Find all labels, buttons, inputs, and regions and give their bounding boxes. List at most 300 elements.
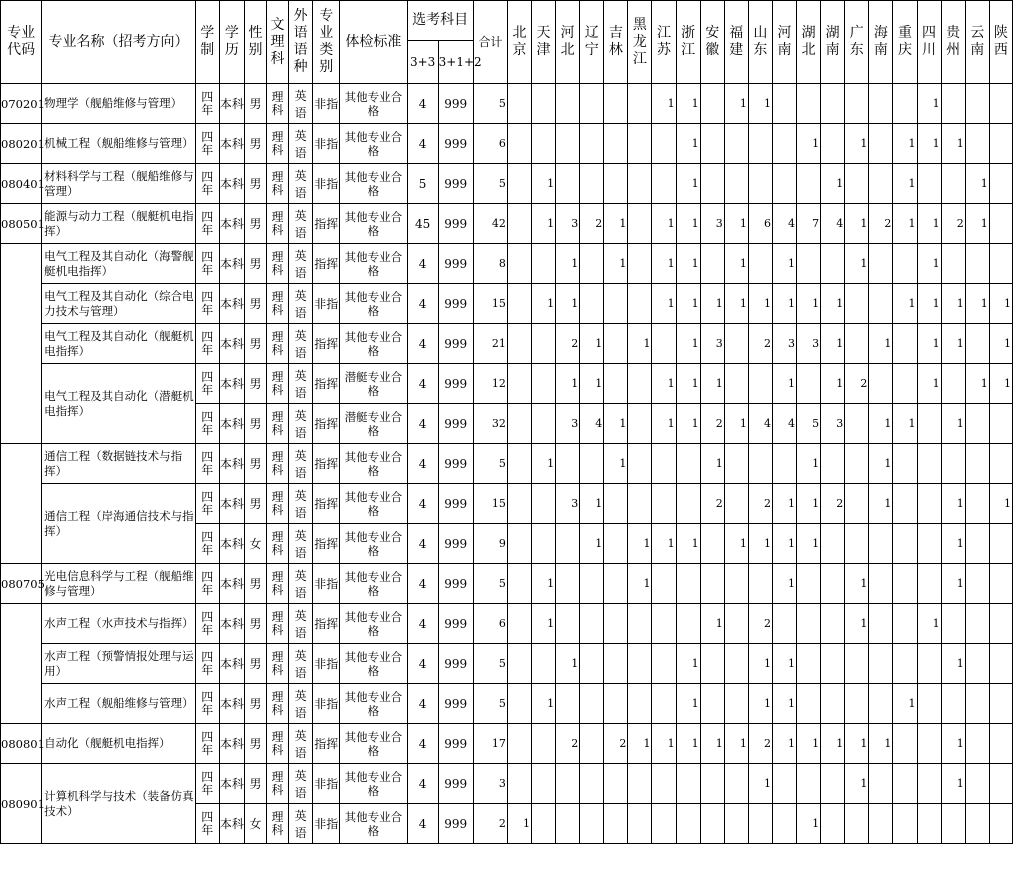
province-quota-cell: 1 (893, 684, 917, 724)
duration-cell: 四年 (195, 244, 219, 284)
sel-a-cell: 4 (407, 604, 438, 644)
province-quota-cell (989, 604, 1012, 644)
header-province: 黑龙江 (628, 1, 652, 84)
track-cell: 理科 (267, 404, 289, 444)
duration-cell: 四年 (195, 604, 219, 644)
province-quota-cell (821, 604, 845, 644)
duration-cell: 四年 (195, 524, 219, 564)
sel-b-cell: 999 (438, 204, 473, 244)
province-quota-cell: 1 (652, 404, 676, 444)
category-cell: 非指 (313, 164, 340, 204)
province-quota-cell (893, 364, 917, 404)
province-quota-cell: 1 (869, 484, 893, 524)
province-quota-cell: 1 (941, 764, 965, 804)
province-quota-cell (917, 804, 941, 844)
total-cell: 5 (473, 444, 507, 484)
province-quota-cell: 1 (772, 244, 796, 284)
province-quota-cell (917, 764, 941, 804)
province-quota-cell: 1 (700, 724, 724, 764)
province-quota-cell (821, 764, 845, 804)
province-quota-cell: 1 (797, 284, 821, 324)
province-quota-cell (893, 564, 917, 604)
province-quota-cell (532, 84, 556, 124)
province-quota-cell (748, 364, 772, 404)
province-quota-cell (845, 164, 869, 204)
province-quota-cell (869, 244, 893, 284)
sel-a-cell: 4 (407, 764, 438, 804)
province-quota-cell (507, 324, 531, 364)
province-quota-cell (604, 764, 628, 804)
province-quota-cell (869, 524, 893, 564)
province-quota-cell: 2 (604, 724, 628, 764)
province-quota-cell (917, 444, 941, 484)
province-quota-cell: 1 (869, 444, 893, 484)
track-cell: 理科 (267, 164, 289, 204)
duration-cell: 四年 (195, 764, 219, 804)
province-quota-cell: 1 (700, 284, 724, 324)
province-quota-cell: 1 (772, 524, 796, 564)
duration-cell: 四年 (195, 204, 219, 244)
language-cell: 英语 (289, 124, 313, 164)
province-quota-cell: 1 (797, 124, 821, 164)
province-quota-cell: 1 (580, 484, 604, 524)
province-quota-cell: 1 (797, 524, 821, 564)
province-quota-cell (676, 484, 700, 524)
table-row (1, 124, 1013, 164)
province-quota-cell (917, 564, 941, 604)
track-cell: 理科 (267, 604, 289, 644)
sel-a-cell: 4 (407, 444, 438, 484)
province-quota-cell: 1 (845, 244, 869, 284)
province-quota-cell: 1 (772, 564, 796, 604)
province-quota-cell (532, 764, 556, 804)
province-quota-cell (507, 644, 531, 684)
province-quota-cell (989, 724, 1012, 764)
degree-cell: 本科 (219, 804, 244, 844)
province-quota-cell: 3 (821, 404, 845, 444)
province-quota-cell (700, 804, 724, 844)
header-province: 重庆 (893, 1, 917, 84)
gender-cell: 男 (244, 484, 266, 524)
sel-a-cell: 4 (407, 364, 438, 404)
province-quota-cell: 1 (628, 524, 652, 564)
track-cell: 理科 (267, 764, 289, 804)
table-row (1, 444, 1013, 484)
province-quota-cell (676, 764, 700, 804)
province-quota-cell (748, 124, 772, 164)
province-quota-cell: 1 (965, 204, 989, 244)
province-quota-cell: 1 (724, 404, 748, 444)
province-quota-cell (917, 164, 941, 204)
degree-cell: 本科 (219, 564, 244, 604)
header-code: 专业代码 (1, 1, 42, 84)
total-cell: 5 (473, 564, 507, 604)
province-quota-cell: 4 (580, 404, 604, 444)
province-quota-cell: 3 (772, 324, 796, 364)
province-quota-cell (507, 764, 531, 804)
province-quota-cell (628, 204, 652, 244)
physical-cell: 其他专业合格 (340, 724, 407, 764)
sel-b-cell: 999 (438, 284, 473, 324)
province-quota-cell: 1 (748, 684, 772, 724)
province-quota-cell (604, 644, 628, 684)
province-quota-cell (965, 804, 989, 844)
language-cell: 英语 (289, 644, 313, 684)
province-quota-cell: 1 (580, 524, 604, 564)
province-quota-cell: 2 (556, 724, 580, 764)
province-quota-cell (580, 284, 604, 324)
province-quota-cell (652, 804, 676, 844)
degree-cell: 本科 (219, 404, 244, 444)
province-quota-cell (652, 324, 676, 364)
province-quota-cell (845, 524, 869, 564)
province-quota-cell: 1 (604, 244, 628, 284)
province-quota-cell (989, 524, 1012, 564)
province-quota-cell: 1 (580, 324, 604, 364)
table-row (1, 164, 1013, 204)
province-quota-cell: 1 (652, 204, 676, 244)
province-quota-cell (917, 724, 941, 764)
header-total: 合计 (473, 1, 507, 84)
province-quota-cell (604, 484, 628, 524)
province-quota-cell (989, 164, 1012, 204)
province-quota-cell (628, 164, 652, 204)
sel-b-cell: 999 (438, 764, 473, 804)
province-quota-cell (845, 404, 869, 444)
language-cell: 英语 (289, 204, 313, 244)
major-name-cell: 电气工程及其自动化（海警舰艇机电指挥） (42, 244, 196, 284)
province-quota-cell: 4 (772, 404, 796, 444)
province-quota-cell (700, 564, 724, 604)
header-province: 辽宁 (580, 1, 604, 84)
province-quota-cell: 1 (556, 284, 580, 324)
major-code-cell: 080801 (1, 724, 42, 764)
duration-cell: 四年 (195, 684, 219, 724)
province-quota-cell (532, 524, 556, 564)
header-province: 吉林 (604, 1, 628, 84)
province-quota-cell (941, 444, 965, 484)
sel-a-cell: 4 (407, 724, 438, 764)
province-quota-cell (965, 404, 989, 444)
province-quota-cell (628, 444, 652, 484)
province-quota-cell (724, 564, 748, 604)
province-quota-cell (532, 364, 556, 404)
province-quota-cell: 1 (676, 324, 700, 364)
province-quota-cell (989, 84, 1012, 124)
major-name-cell: 水声工程（舰船维修与管理） (42, 684, 196, 724)
province-quota-cell (917, 684, 941, 724)
province-quota-cell: 3 (700, 324, 724, 364)
degree-cell: 本科 (219, 124, 244, 164)
province-quota-cell (676, 564, 700, 604)
province-quota-cell: 1 (724, 524, 748, 564)
language-cell: 英语 (289, 244, 313, 284)
category-cell: 非指 (313, 124, 340, 164)
track-cell: 理科 (267, 244, 289, 284)
province-quota-cell: 1 (724, 284, 748, 324)
total-cell: 12 (473, 364, 507, 404)
province-quota-cell: 1 (797, 444, 821, 484)
sel-a-cell: 4 (407, 484, 438, 524)
province-quota-cell (507, 404, 531, 444)
gender-cell: 女 (244, 524, 266, 564)
province-quota-cell: 2 (700, 404, 724, 444)
province-quota-cell (507, 364, 531, 404)
header-province: 四川 (917, 1, 941, 84)
sel-b-cell: 999 (438, 484, 473, 524)
table-row (1, 364, 1013, 404)
category-cell: 非指 (313, 644, 340, 684)
category-cell: 非指 (313, 684, 340, 724)
province-quota-cell (556, 444, 580, 484)
category-cell: 指挥 (313, 364, 340, 404)
gender-cell: 男 (244, 164, 266, 204)
province-quota-cell: 1 (676, 164, 700, 204)
major-name-cell: 机械工程（舰船维修与管理） (42, 124, 196, 164)
province-quota-cell (556, 604, 580, 644)
total-cell: 5 (473, 684, 507, 724)
sel-a-cell: 4 (407, 124, 438, 164)
sel-a-cell: 45 (407, 204, 438, 244)
total-cell: 3 (473, 764, 507, 804)
language-cell: 英语 (289, 324, 313, 364)
physical-cell: 其他专业合格 (340, 524, 407, 564)
province-quota-cell: 1 (772, 724, 796, 764)
header-province: 山东 (748, 1, 772, 84)
track-cell: 理科 (267, 804, 289, 844)
province-quota-cell (532, 804, 556, 844)
province-quota-cell: 1 (532, 564, 556, 604)
major-name-cell: 自动化（舰艇机电指挥） (42, 724, 196, 764)
province-quota-cell: 1 (917, 324, 941, 364)
physical-cell: 潜艇专业合格 (340, 404, 407, 444)
province-quota-cell (628, 124, 652, 164)
table-row (1, 84, 1013, 124)
physical-cell: 其他专业合格 (340, 684, 407, 724)
province-quota-cell: 1 (700, 444, 724, 484)
province-quota-cell (989, 244, 1012, 284)
province-quota-cell (700, 644, 724, 684)
major-code-cell: 080501 (1, 204, 42, 244)
total-cell: 42 (473, 204, 507, 244)
physical-cell: 其他专业合格 (340, 564, 407, 604)
major-name-cell: 通信工程（数据链技术与指挥） (42, 444, 196, 484)
province-quota-cell (797, 164, 821, 204)
province-quota-cell: 1 (989, 364, 1012, 404)
province-quota-cell (893, 484, 917, 524)
province-quota-cell (965, 524, 989, 564)
province-quota-cell (821, 124, 845, 164)
province-quota-cell (532, 404, 556, 444)
province-quota-cell: 1 (532, 684, 556, 724)
province-quota-cell (604, 284, 628, 324)
province-quota-cell (580, 564, 604, 604)
province-quota-cell: 1 (845, 564, 869, 604)
province-quota-cell: 3 (556, 204, 580, 244)
table-row (1, 484, 1013, 524)
table-row (1, 724, 1013, 764)
total-cell: 8 (473, 244, 507, 284)
province-quota-cell (556, 524, 580, 564)
province-quota-cell: 2 (748, 324, 772, 364)
province-quota-cell (580, 164, 604, 204)
province-quota-cell: 4 (772, 204, 796, 244)
degree-cell: 本科 (219, 484, 244, 524)
category-cell: 非指 (313, 84, 340, 124)
province-quota-cell (869, 604, 893, 644)
major-code-cell: 080901 (1, 764, 42, 844)
province-quota-cell: 1 (917, 284, 941, 324)
province-quota-cell (580, 644, 604, 684)
major-name-cell: 光电信息科学与工程（舰船维修与管理） (42, 564, 196, 604)
province-quota-cell (628, 764, 652, 804)
gender-cell: 女 (244, 804, 266, 844)
physical-cell: 其他专业合格 (340, 644, 407, 684)
header-name: 专业名称（招考方向） (42, 1, 196, 84)
province-quota-cell: 1 (724, 724, 748, 764)
province-quota-cell: 1 (676, 204, 700, 244)
province-quota-cell (700, 84, 724, 124)
province-quota-cell (724, 684, 748, 724)
province-quota-cell (941, 804, 965, 844)
total-cell: 21 (473, 324, 507, 364)
province-quota-cell (772, 124, 796, 164)
province-quota-cell (556, 764, 580, 804)
duration-cell: 四年 (195, 484, 219, 524)
province-quota-cell: 3 (556, 404, 580, 444)
sel-b-cell: 999 (438, 684, 473, 724)
province-quota-cell (580, 124, 604, 164)
province-quota-cell: 1 (652, 724, 676, 764)
duration-cell: 四年 (195, 124, 219, 164)
province-quota-cell: 1 (604, 204, 628, 244)
province-quota-cell (724, 324, 748, 364)
physical-cell: 其他专业合格 (340, 604, 407, 644)
province-quota-cell (580, 604, 604, 644)
province-quota-cell (652, 164, 676, 204)
gender-cell: 男 (244, 604, 266, 644)
province-quota-cell (724, 604, 748, 644)
province-quota-cell (845, 644, 869, 684)
gender-cell: 男 (244, 284, 266, 324)
sel-b-cell: 999 (438, 724, 473, 764)
province-quota-cell (869, 564, 893, 604)
province-quota-cell: 1 (628, 324, 652, 364)
sel-a-cell: 4 (407, 684, 438, 724)
province-quota-cell (845, 484, 869, 524)
province-quota-cell: 1 (869, 324, 893, 364)
province-quota-cell (628, 284, 652, 324)
province-quota-cell: 1 (676, 644, 700, 684)
province-quota-cell (917, 484, 941, 524)
language-cell: 英语 (289, 284, 313, 324)
category-cell: 指挥 (313, 604, 340, 644)
province-quota-cell: 1 (700, 604, 724, 644)
province-quota-cell: 1 (628, 564, 652, 604)
province-quota-cell (845, 284, 869, 324)
province-quota-cell (628, 804, 652, 844)
major-code-cell (1, 604, 42, 724)
duration-cell: 四年 (195, 164, 219, 204)
province-quota-cell: 1 (724, 204, 748, 244)
major-name-cell: 电气工程及其自动化（潜艇机电指挥） (42, 364, 196, 444)
track-cell: 理科 (267, 204, 289, 244)
major-code-cell: 070201 (1, 84, 42, 124)
table-row (1, 764, 1013, 804)
province-quota-cell: 3 (700, 204, 724, 244)
province-quota-cell (507, 84, 531, 124)
province-quota-cell (821, 684, 845, 724)
province-quota-cell (821, 244, 845, 284)
province-quota-cell (941, 84, 965, 124)
province-quota-cell (604, 804, 628, 844)
sel-a-cell: 4 (407, 404, 438, 444)
category-cell: 指挥 (313, 404, 340, 444)
province-quota-cell: 1 (821, 164, 845, 204)
province-quota-cell: 2 (580, 204, 604, 244)
degree-cell: 本科 (219, 684, 244, 724)
province-quota-cell (772, 84, 796, 124)
province-quota-cell: 1 (917, 364, 941, 404)
province-quota-cell (797, 244, 821, 284)
province-quota-cell (532, 244, 556, 284)
province-quota-cell: 1 (893, 204, 917, 244)
header-province: 贵州 (941, 1, 965, 84)
sel-b-cell: 999 (438, 84, 473, 124)
gender-cell: 男 (244, 444, 266, 484)
province-quota-cell: 2 (748, 724, 772, 764)
province-quota-cell (507, 204, 531, 244)
province-quota-cell (893, 84, 917, 124)
sel-b-cell: 999 (438, 364, 473, 404)
province-quota-cell: 1 (893, 284, 917, 324)
gender-cell: 男 (244, 684, 266, 724)
sel-b-cell: 999 (438, 244, 473, 284)
header-province: 云南 (965, 1, 989, 84)
province-quota-cell (941, 164, 965, 204)
province-quota-cell: 1 (748, 764, 772, 804)
language-cell: 英语 (289, 604, 313, 644)
physical-cell: 其他专业合格 (340, 764, 407, 804)
province-quota-cell (604, 364, 628, 404)
province-quota-cell: 4 (748, 404, 772, 444)
province-quota-cell (580, 804, 604, 844)
table-row (1, 204, 1013, 244)
province-quota-cell: 1 (676, 284, 700, 324)
province-quota-cell: 1 (748, 284, 772, 324)
province-quota-cell (532, 724, 556, 764)
province-quota-cell (556, 564, 580, 604)
sel-a-cell: 4 (407, 84, 438, 124)
province-quota-cell: 1 (532, 164, 556, 204)
province-quota-cell: 1 (797, 724, 821, 764)
province-quota-cell (989, 684, 1012, 724)
province-quota-cell (917, 644, 941, 684)
category-cell: 非指 (313, 764, 340, 804)
gender-cell: 男 (244, 124, 266, 164)
province-quota-cell: 1 (941, 564, 965, 604)
province-quota-cell: 1 (772, 364, 796, 404)
track-cell: 理科 (267, 484, 289, 524)
province-quota-cell (652, 484, 676, 524)
province-quota-cell (989, 404, 1012, 444)
category-cell: 指挥 (313, 524, 340, 564)
language-cell: 英语 (289, 164, 313, 204)
province-quota-cell (989, 764, 1012, 804)
header-province: 福建 (724, 1, 748, 84)
major-name-cell: 水声工程（水声技术与指挥） (42, 604, 196, 644)
sel-a-cell: 4 (407, 564, 438, 604)
